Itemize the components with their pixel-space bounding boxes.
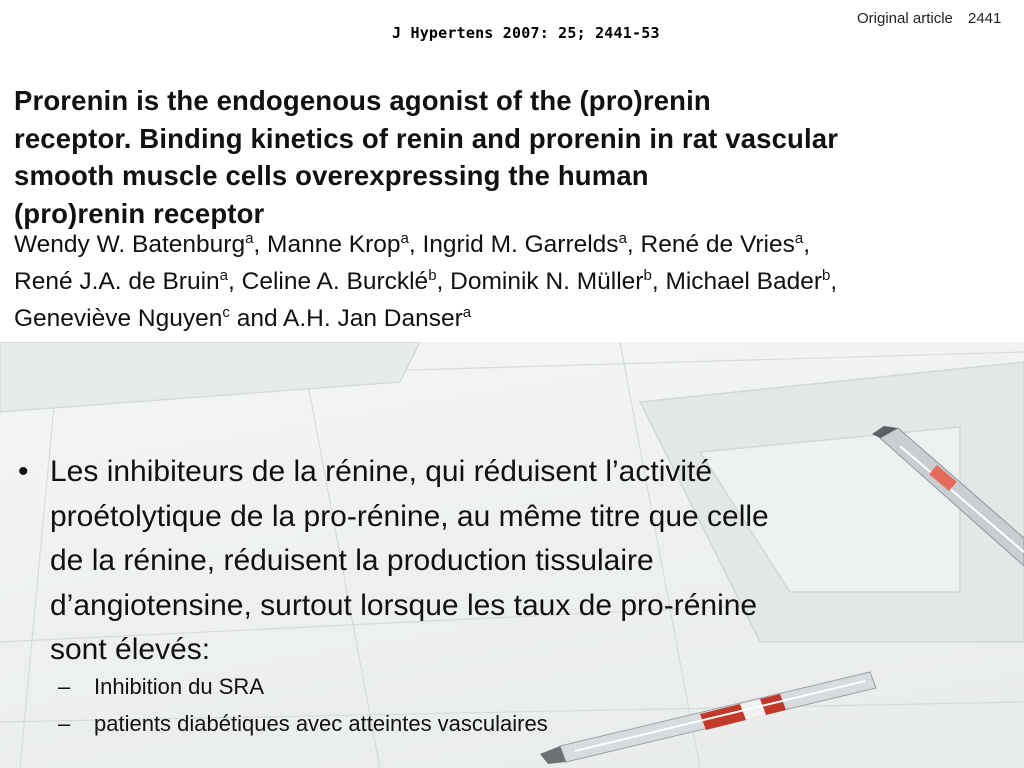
- author-separator: ,: [651, 268, 666, 295]
- dash-icon: –: [58, 674, 71, 699]
- bullet-line: proétolytique de la pro-rénine, au même titre que celle: [50, 499, 769, 533]
- sub-bullet-text: patients diabétiques avec atteintes vasculaires: [94, 711, 548, 736]
- author-separator: ,: [408, 231, 423, 258]
- bullet-icon: •: [18, 455, 29, 488]
- author-name: Celine A. Burcklé: [241, 268, 429, 295]
- author-name: Dominik N. Müller: [450, 268, 644, 295]
- author-affiliation: a: [462, 304, 472, 321]
- author-affiliation: b: [822, 267, 831, 284]
- author-separator: ,: [253, 231, 268, 258]
- bullet-line: de la rénine, réduisent la production tissulaire: [50, 544, 654, 577]
- title-line: smooth muscle cells overexpressing the human: [14, 160, 649, 191]
- author-conjunction: and: [229, 305, 284, 332]
- author-name: Michael Bader: [665, 268, 823, 295]
- author-name: A.H. Jan Danser: [283, 305, 463, 332]
- author-line: Wendy W. Batenburg$^a$, Manne Krop$^a$, Ingrid M. Garrelds$^a$, René de Vries$^a$,: [14, 230, 811, 258]
- author-name: Ingrid M. Garrelds: [422, 231, 619, 258]
- sub-bullet-text: Inhibition du SRA: [94, 674, 264, 699]
- author-separator: ,: [436, 268, 451, 295]
- author-affiliation: a: [618, 230, 627, 247]
- title-line: Prorenin is the endogenous agonist of the (pro)renin: [14, 85, 711, 116]
- author-name: Geneviève Nguyen: [14, 305, 223, 332]
- title-line: (pro)renin receptor: [14, 197, 265, 229]
- author-separator: ,: [228, 268, 242, 295]
- bullet-line: sont élevés:: [50, 633, 211, 666]
- sub-bullet: [58, 709, 548, 739]
- author-affiliation: a: [245, 230, 254, 247]
- author-affiliation: b: [643, 267, 652, 284]
- author-name: Wendy W. Batenburg: [14, 231, 246, 258]
- article-section-label: Original article: [857, 10, 953, 27]
- bullet-text: [50, 450, 1020, 673]
- author-name: Manne Krop: [267, 231, 401, 258]
- dash-icon: –: [58, 711, 71, 736]
- author-affiliation: a: [794, 230, 804, 247]
- page-number: 2441: [968, 10, 1002, 27]
- author-name: René de Vries: [640, 231, 795, 258]
- bullet-line: Les inhibiteurs de la rénine, qui réduisent l’activité: [50, 455, 713, 488]
- title-line: receptor. Binding kinetics of renin and prorenin in rat vascular: [14, 122, 839, 154]
- author-name: René J.A. de Bruin: [14, 268, 220, 295]
- author-affiliation: a: [219, 267, 228, 284]
- author-line: René J.A. de Bruin$^a$, Celine A. Burcklé$^b$, Dominik N. Müller$^b$, Michael Bader$^b$,: [14, 267, 838, 295]
- sub-bullet: [58, 672, 264, 702]
- author-affiliation: b: [428, 267, 437, 284]
- journal-citation: J Hypertens 2007: 25; 2441-53: [392, 24, 660, 42]
- author-affiliation: c: [222, 304, 230, 321]
- bullet-line: d’angiotensine, surtout lorsque les taux de pro-rénine: [50, 588, 758, 622]
- author-separator: ,: [626, 231, 641, 258]
- author-affiliation: a: [400, 230, 409, 247]
